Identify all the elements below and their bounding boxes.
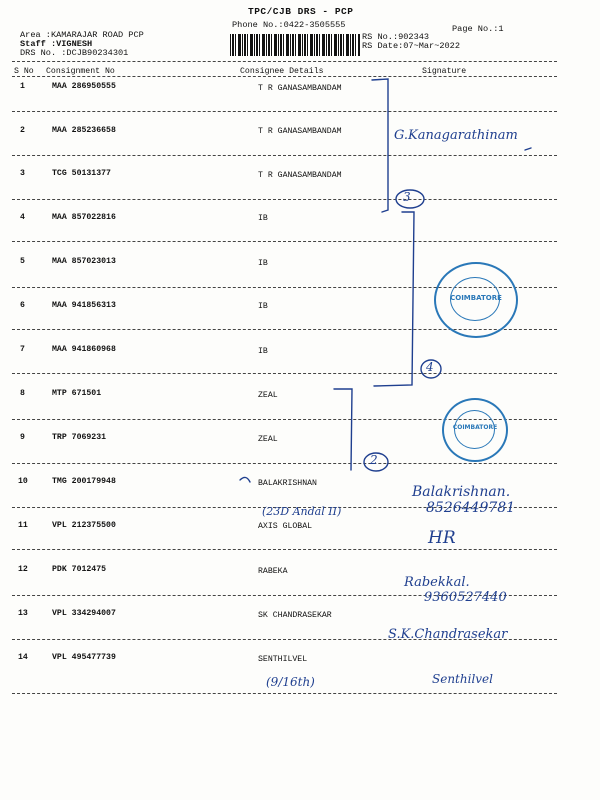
- row-sno: 13: [18, 609, 28, 618]
- row-consignee: T R GANASAMBANDAM: [258, 127, 342, 136]
- row-consignee: ZEAL: [258, 391, 278, 400]
- signature-row14: Senthilvel: [432, 672, 493, 686]
- row-consignment: MAA 857023013: [52, 257, 116, 266]
- area-label: Area :KAMARAJAR ROAD PCP: [20, 30, 144, 40]
- row-consignee: ZEAL: [258, 435, 278, 444]
- company-stamp-2: [442, 398, 508, 462]
- row-sno: 11: [18, 521, 28, 530]
- row-consignee: SK CHANDRASEKAR: [258, 611, 332, 620]
- stamp-2-text: COIMBATORE: [452, 424, 498, 431]
- drs-number: DRS No. :DCJB90234301: [20, 48, 129, 58]
- row-consignment: MAA 286950555: [52, 82, 116, 91]
- row-sno: 4: [20, 213, 25, 222]
- row-sno: 2: [20, 126, 25, 135]
- row-sno: 5: [20, 257, 25, 266]
- col-header-consignee: Consignee Details: [240, 67, 324, 76]
- row-consignee: IB: [258, 347, 268, 356]
- document-title: TPC/CJB DRS - PCP: [248, 6, 354, 17]
- signature-row13: S.K.Chandrasekar: [388, 627, 508, 642]
- count-group2: 4: [426, 360, 434, 374]
- rs-number: RS No.:902343: [362, 32, 430, 42]
- row-consignment: TCG 50131377: [52, 169, 111, 178]
- row-consignee: IB: [258, 214, 268, 223]
- row-consignment: MTP 671501: [52, 389, 102, 398]
- staff-label: Staff :VIGNESH: [20, 39, 93, 49]
- stamp-1-text: COIMBATORE: [450, 294, 502, 302]
- row-consignee: T R GANASAMBANDAM: [258, 84, 342, 93]
- note-row10: (23D Andal II): [262, 505, 342, 518]
- row-sno: 12: [18, 565, 28, 574]
- rs-date: RS Date:07~Mar~2022: [362, 41, 460, 51]
- col-header-signature: Signature: [422, 67, 467, 76]
- signature-row11: HR: [428, 528, 456, 548]
- row-consignee: T R GANASAMBANDAM: [258, 171, 342, 180]
- row-consignment: VPL 334294007: [52, 609, 116, 618]
- phone-row12: 9360527440: [424, 590, 507, 605]
- bracket-group3: [334, 389, 352, 470]
- row-consignee: RABEKA: [258, 567, 288, 576]
- row-consignment: MAA 857022816: [52, 213, 116, 222]
- row-consignee: IB: [258, 259, 268, 268]
- row-consignment: TMG 200179948: [52, 477, 116, 486]
- row-sno: 1: [20, 82, 25, 91]
- bracket-group1: [372, 79, 388, 212]
- phone-row10: 8526449781: [426, 500, 516, 516]
- count-group1: 3: [403, 190, 411, 204]
- row-sno: 14: [18, 653, 28, 662]
- row-sno: 6: [20, 301, 25, 310]
- row-sno: 7: [20, 345, 25, 354]
- count-group3: 2: [370, 453, 378, 467]
- bracket-group2: [374, 212, 414, 386]
- col-header-sno: S No: [14, 67, 34, 76]
- row-consignee: IB: [258, 302, 268, 311]
- page-number: Page No.:1: [452, 24, 504, 34]
- signature-row10: Balakrishnan.: [412, 484, 511, 500]
- note-row14: (9/16th): [266, 675, 315, 689]
- row-consignment: VPL 495477739: [52, 653, 116, 662]
- row-consignment: MAA 285236658: [52, 126, 116, 135]
- row-consignee: SENTHILVEL: [258, 655, 308, 664]
- row-consignee: BALAKRISHNAN: [258, 479, 317, 488]
- row-sno: 9: [20, 433, 25, 442]
- row-consignment: VPL 212375500: [52, 521, 116, 530]
- company-stamp-1: [434, 262, 518, 338]
- signature-group1: G.Kanagarathinam: [394, 128, 518, 143]
- row-consignment: MAA 941856313: [52, 301, 116, 310]
- row-consignment: PDK 7012475: [52, 565, 107, 574]
- row-sno: 3: [20, 169, 25, 178]
- signature-row12: Rabekkal.: [404, 575, 470, 590]
- phone-number: Phone No.:0422-3505555: [232, 20, 346, 30]
- row-sno: 10: [18, 477, 28, 486]
- col-header-consignment: Consignment No: [46, 67, 115, 76]
- row-sno: 8: [20, 389, 25, 398]
- row-consignment: TRP 7069231: [52, 433, 107, 442]
- row-consignment: MAA 941860968: [52, 345, 116, 354]
- row-consignee: AXIS GLOBAL: [258, 522, 313, 531]
